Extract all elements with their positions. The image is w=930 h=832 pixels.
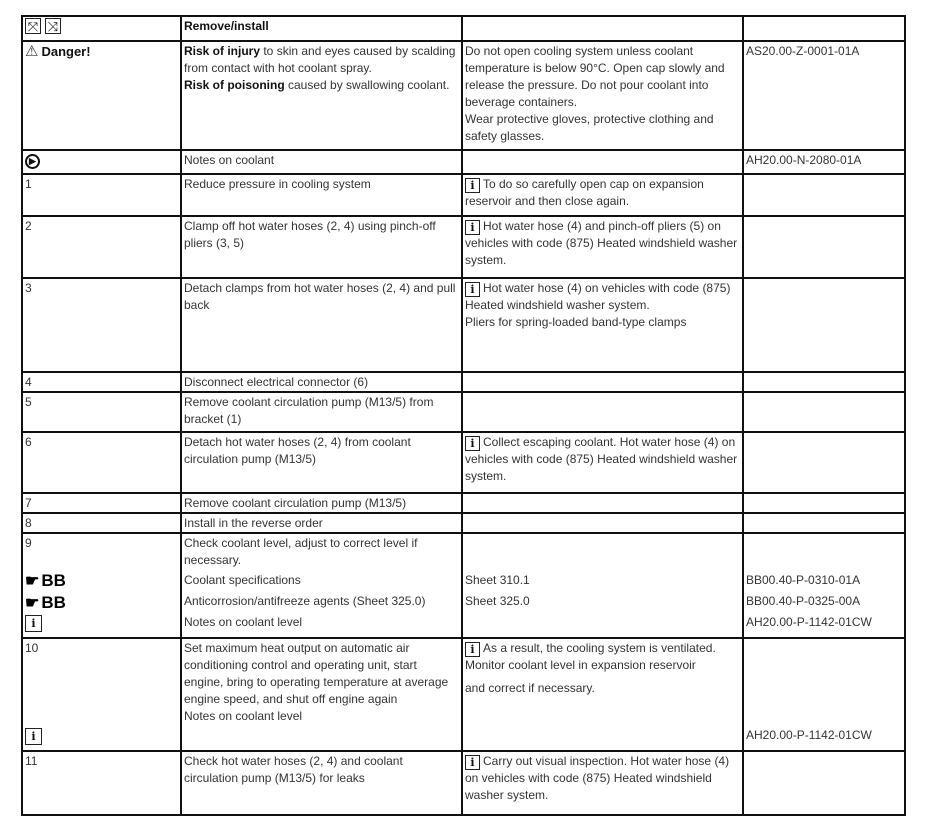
step-ref <box>743 493 905 513</box>
step-action-cell <box>181 533 462 638</box>
step-note: As a result, the cooling system is ventilated. <box>483 641 716 655</box>
notes-text: Notes on coolant <box>181 150 462 174</box>
step-note: Hot water hose (4) and pinch-off pliers (5) on vehicles with code (875) Heated windshield washer system. <box>465 219 738 267</box>
header-empty-4 <box>743 16 905 41</box>
step-number: 2 <box>22 216 181 278</box>
danger-label-cell <box>22 41 181 150</box>
step-ref <box>743 174 905 216</box>
info-icon: i <box>465 436 480 451</box>
danger-label: Danger! <box>41 44 91 59</box>
step-note: Collect escaping coolant. Hot water hose (4) on vehicles with code (875) Heated windshield washer system. <box>465 435 738 483</box>
danger-ref[interactable]: AS20.00-Z-0001-01A <box>743 41 905 150</box>
info-icon: i <box>465 178 480 193</box>
step-ref-cell <box>743 533 905 638</box>
step-action: Install in the reverse order <box>181 513 462 533</box>
header-row <box>22 16 905 41</box>
procedure-table <box>21 15 906 816</box>
risk-poisoning-label: Risk of poisoning <box>184 78 285 92</box>
danger-instructions: Do not open cooling system unless coolant temperature is below 90°C. Open cap slowly and release the pressure. Do not pour coolant into beverage containers. <box>465 44 725 109</box>
step-note-3: and correct if necessary. <box>465 681 595 695</box>
pointer-hand-icon <box>25 592 178 614</box>
step-note <box>462 372 743 392</box>
step-row <box>22 432 905 493</box>
step-number-cell <box>22 638 181 751</box>
header-empty-3 <box>462 16 743 41</box>
environment-note-icon: ▶ <box>25 154 40 169</box>
doc-ref[interactable]: BB00.40-P-0310-01A <box>746 573 861 587</box>
step-ref <box>743 392 905 432</box>
danger-row <box>22 41 905 150</box>
step-number: 1 <box>22 174 181 216</box>
step-note-cell <box>462 278 743 372</box>
step-action: Disconnect electrical connector (6) <box>181 372 462 392</box>
step-number: 8 <box>22 513 181 533</box>
step-sheet-cell <box>462 533 743 638</box>
step-action: Remove coolant circulation pump (M13/5) <box>181 493 462 513</box>
bb-marker: BB <box>41 593 66 612</box>
doc-ref[interactable]: BB00.40-P-0325-00A <box>746 594 861 608</box>
sub-text: Coolant specifications <box>184 573 301 587</box>
step-note-2: Monitor coolant level in expansion reservoir <box>465 658 696 672</box>
pointer-glyph: ☛ <box>25 573 40 590</box>
notes-row <box>22 150 905 174</box>
step-action: Clamp off hot water hoses (2, 4) using pinch-off pliers (3, 5) <box>181 216 462 278</box>
step-row <box>22 372 905 392</box>
info-icon: i <box>465 282 480 297</box>
step-number: 11 <box>22 751 181 815</box>
pointer-hand-icon <box>25 570 178 592</box>
sheet-ref[interactable]: Sheet 325.0 <box>465 594 530 608</box>
step-ref <box>743 278 905 372</box>
info-icon: i <box>465 642 480 657</box>
sub-text: Anticorrosion/antifreeze agents (Sheet 325.0) <box>184 594 426 608</box>
risk-poisoning-text: caused by swallowing coolant. <box>284 78 450 92</box>
danger-risks-cell <box>181 41 462 150</box>
step-ref <box>743 216 905 278</box>
step-ref <box>743 432 905 493</box>
install-icon: ⤨ <box>45 18 61 34</box>
header-title-text: Remove/install <box>184 19 269 33</box>
bb-marker: BB <box>41 571 66 590</box>
sub-text: Notes on coolant level <box>184 709 303 723</box>
step-row <box>22 751 905 815</box>
step-note-cell <box>462 751 743 815</box>
step-action: Check hot water hoses (2, 4) and coolant circulation pump (M13/5) for leaks <box>181 751 462 815</box>
info-icon: i <box>465 755 480 770</box>
step-row <box>22 174 905 216</box>
info-icon: i <box>465 220 480 235</box>
step-row <box>22 638 905 751</box>
step-action: Detach clamps from hot water hoses (2, 4) and pull back <box>181 278 462 372</box>
step-ref-cell <box>743 638 905 751</box>
step-note-cell <box>462 432 743 493</box>
step-note: Hot water hose (4) on vehicles with code (875) Heated windshield washer system. <box>465 281 731 312</box>
step-action: Reduce pressure in cooling system <box>181 174 462 216</box>
danger-instructions-2: Wear protective gloves, protective clothing and safety glasses. <box>465 112 714 143</box>
step-row <box>22 392 905 432</box>
step-ref <box>743 372 905 392</box>
step-row <box>22 493 905 513</box>
step-action: Detach hot water hoses (2, 4) from coolant circulation pump (M13/5) <box>181 432 462 493</box>
step-number: 5 <box>22 392 181 432</box>
doc-ref[interactable]: AH20.00-P-1142-01CW <box>746 728 872 742</box>
step-note: Carry out visual inspection. Hot water hose (4) on vehicles with code (875) Heated windshield washer system. <box>465 754 730 802</box>
info-icon: i <box>25 615 42 632</box>
sub-text: Notes on coolant level <box>184 615 303 629</box>
sheet-ref[interactable]: Sheet 310.1 <box>465 573 530 587</box>
step-row <box>22 216 905 278</box>
notes-ref[interactable]: AH20.00-N-2080-01A <box>743 150 905 174</box>
notes-empty <box>462 150 743 174</box>
step-number: 10 <box>25 641 39 655</box>
step-note-cell <box>462 638 743 751</box>
warning-triangle-icon: ⚠ <box>25 43 39 60</box>
step-number: 7 <box>22 493 181 513</box>
header-icons-cell <box>22 16 181 41</box>
step-number: 3 <box>22 278 181 372</box>
step-number: 4 <box>22 372 181 392</box>
remove-icon: ⤧ <box>25 18 41 34</box>
step-note <box>462 392 743 432</box>
step-note-cell <box>462 216 743 278</box>
step-note-2: Pliers for spring-loaded band-type clamps <box>465 315 687 329</box>
notes-icon-cell <box>22 150 181 174</box>
step-note <box>462 513 743 533</box>
step-number: 9 <box>25 536 32 550</box>
step-action: Remove coolant circulation pump (M13/5) from bracket (1) <box>181 392 462 432</box>
step-action: Set maximum heat output on automatic air conditioning control and operating unit, start engine, bring to operating temperature at average engine speed, and shut off engine again <box>184 641 449 706</box>
step-row <box>22 278 905 372</box>
step-row <box>22 513 905 533</box>
step-ref <box>743 751 905 815</box>
step-note: To do so carefully open cap on expansion reservoir and then close again. <box>465 177 704 208</box>
step-action: Check coolant level, adjust to correct level if necessary. <box>184 536 418 567</box>
danger-instructions-cell <box>462 41 743 150</box>
step-action-cell <box>181 638 462 751</box>
pointer-glyph: ☛ <box>25 595 40 612</box>
step-number: 6 <box>22 432 181 493</box>
step-number-cell <box>22 533 181 638</box>
risk-injury-text: to skin and eyes caused by scalding from contact with hot coolant spray. <box>184 44 456 75</box>
doc-ref[interactable]: AH20.00-P-1142-01CW <box>746 615 872 629</box>
risk-injury-label: Risk of injury <box>184 44 261 58</box>
step-note-cell <box>462 174 743 216</box>
step-ref <box>743 513 905 533</box>
step-note <box>462 493 743 513</box>
info-icon: i <box>25 728 42 745</box>
header-title <box>181 16 462 41</box>
step-row <box>22 533 905 638</box>
